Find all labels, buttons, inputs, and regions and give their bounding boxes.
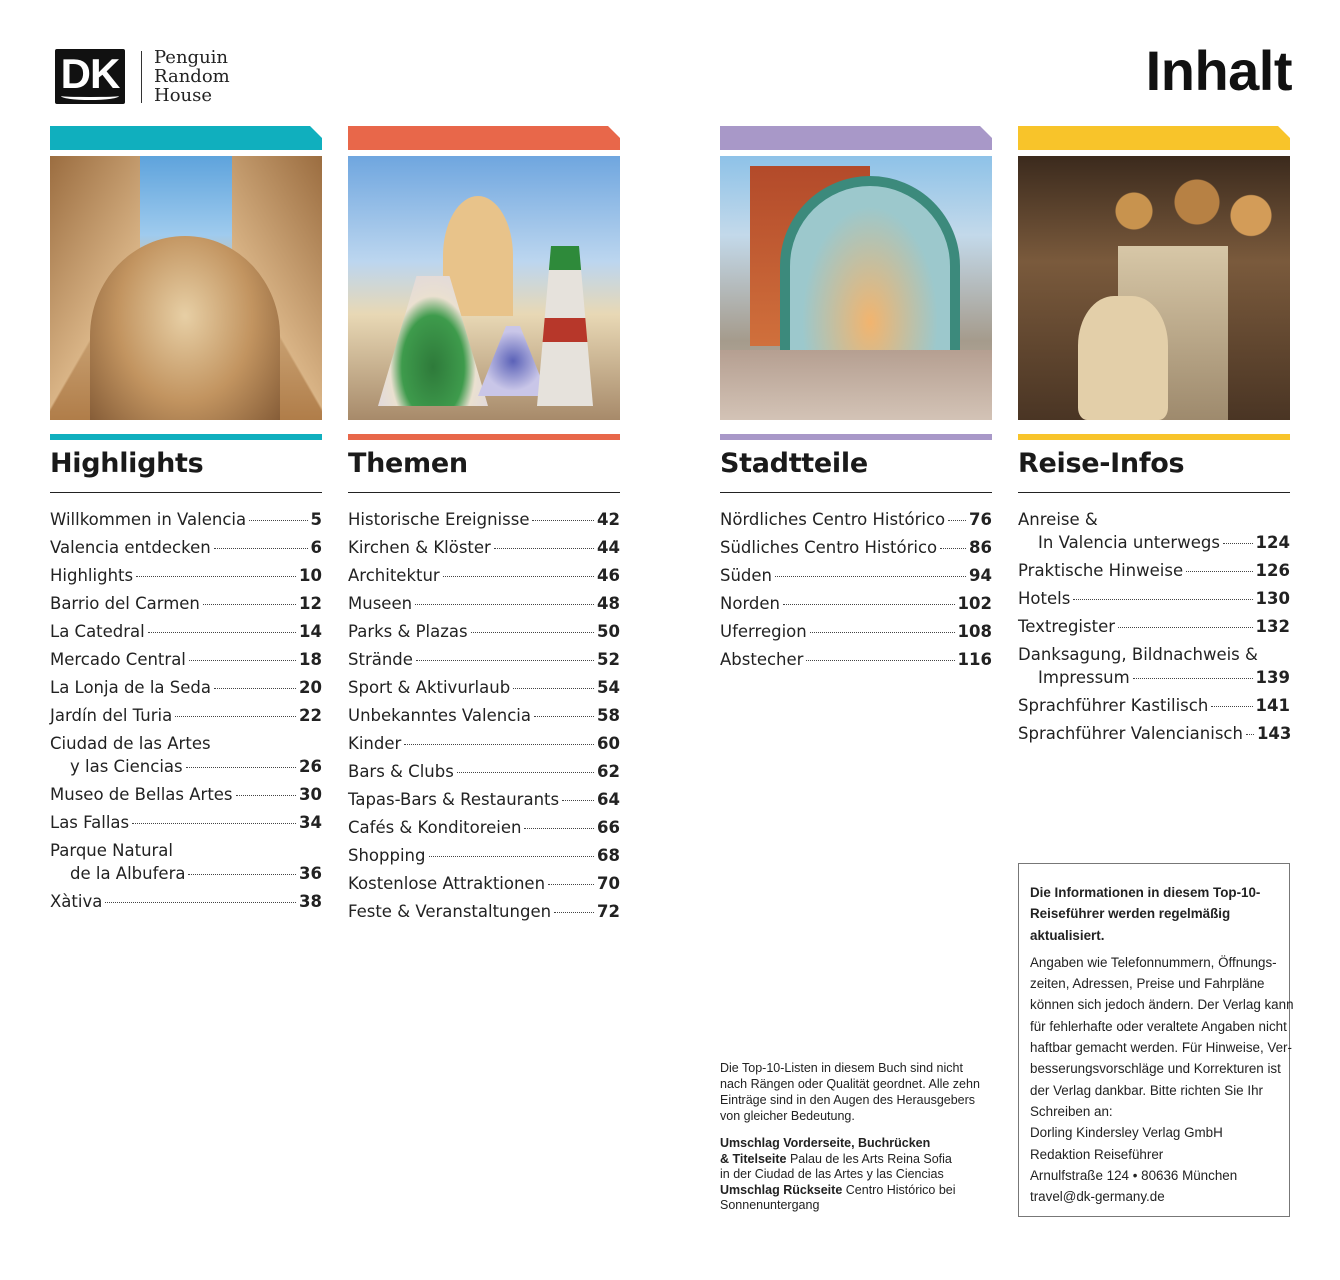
toc-entry[interactable] xyxy=(720,620,992,643)
leader-dots xyxy=(189,660,296,661)
toc-page-number: 116 xyxy=(957,650,992,669)
toc-entry[interactable] xyxy=(50,783,322,806)
toc-entry-label: Willkommen in Valencia xyxy=(50,510,247,529)
ranking-note xyxy=(720,1060,990,1214)
info-heading-line: Reiseführer werden regelmäßig xyxy=(1030,906,1231,922)
toc-entry[interactable] xyxy=(50,839,322,885)
toc-entry-label: Sprachführer Valencianisch xyxy=(1018,724,1243,743)
section-rule xyxy=(1018,492,1290,493)
toc-entry[interactable] xyxy=(348,788,620,811)
toc-list xyxy=(50,508,322,913)
toc-entry[interactable] xyxy=(50,811,322,834)
toc-page-number: 46 xyxy=(597,566,620,585)
section-title: Themen xyxy=(348,448,468,479)
info-line: Schreiben an: xyxy=(1030,1103,1113,1119)
toc-entry[interactable] xyxy=(348,760,620,783)
leader-dots xyxy=(471,632,594,633)
leader-dots xyxy=(562,800,594,801)
cover-front-label: Umschlag Vorderseite, Buchrücken xyxy=(720,1136,931,1150)
info-line: können sich jedoch ändern. Der Verlag kann xyxy=(1030,997,1294,1013)
toc-page-number: 54 xyxy=(597,678,620,697)
toc-entry[interactable] xyxy=(1018,559,1290,582)
toc-page-number: 108 xyxy=(957,622,992,641)
toc-entry[interactable] xyxy=(720,536,992,559)
note-line: von gleicher Bedeutung. xyxy=(720,1109,855,1123)
toc-page-number: 66 xyxy=(597,818,620,837)
cover-back-text-2: Sonnenuntergang xyxy=(720,1198,820,1212)
page-title: Inhalt xyxy=(1145,39,1292,102)
contact-email[interactable]: travel@dk-germany.de xyxy=(1030,1189,1165,1205)
leader-dots xyxy=(1186,571,1252,572)
toc-entry[interactable] xyxy=(50,648,322,671)
toc-entry[interactable] xyxy=(50,732,322,778)
leader-dots xyxy=(416,660,594,661)
info-heading-line: aktualisiert. xyxy=(1030,927,1105,943)
toc-entry[interactable] xyxy=(348,648,620,671)
penguin-random-house-wordmark xyxy=(154,48,230,105)
info-heading xyxy=(1030,882,1279,946)
toc-entry-label: Cafés & Konditoreien xyxy=(348,818,522,837)
toc-page-number: 141 xyxy=(1255,696,1290,715)
toc-entry-label: Süden xyxy=(720,566,773,585)
section-underbar xyxy=(1018,434,1290,440)
leader-dots xyxy=(810,632,955,633)
leader-dots xyxy=(513,688,594,689)
info-heading-line: Die Informationen in diesem Top-10- xyxy=(1030,885,1261,900)
section-rule xyxy=(50,492,322,493)
toc-entry-label: Parque Natural xyxy=(50,841,174,860)
toc-page-number: 48 xyxy=(597,594,620,613)
info-line: Redaktion Reiseführer xyxy=(1030,1146,1164,1162)
toc-entry[interactable] xyxy=(348,732,620,755)
section-rule xyxy=(348,492,620,493)
section-highlights xyxy=(50,126,322,918)
toc-entry-label: Mercado Central xyxy=(50,650,186,669)
toc-entry[interactable] xyxy=(348,704,620,727)
section-rule xyxy=(720,492,992,493)
toc-entry-label: Hotels xyxy=(1018,589,1071,608)
info-line: Arnulfstraße 124 • 80636 München xyxy=(1030,1167,1238,1183)
toc-entry[interactable] xyxy=(348,676,620,699)
info-line: besserungsvorschläge und Korrekturen ist xyxy=(1030,1061,1281,1077)
toc-entry[interactable] xyxy=(50,592,322,615)
prh-line-1: Penguin xyxy=(154,47,229,68)
toc-page-number: 36 xyxy=(299,864,322,883)
toc-page-number: 143 xyxy=(1256,724,1292,743)
toc-entry-label: Sprachführer Kastilisch xyxy=(1018,696,1209,715)
toc-entry[interactable] xyxy=(348,564,620,587)
toc-entry[interactable] xyxy=(720,592,992,615)
toc-page-number: 58 xyxy=(597,706,620,725)
toc-entry[interactable] xyxy=(50,704,322,727)
toc-page-number: 126 xyxy=(1255,561,1290,580)
cover-credits xyxy=(720,1136,990,1214)
toc-entry-label: Norden xyxy=(720,594,781,613)
toc-entry-label: Shopping xyxy=(348,846,426,865)
toc-page-number: 14 xyxy=(299,622,322,641)
cathedral-photo xyxy=(50,156,322,420)
leader-dots xyxy=(457,772,594,773)
leader-dots xyxy=(415,604,594,605)
leader-dots xyxy=(775,576,966,577)
leader-dots xyxy=(554,912,594,913)
toc-page-number: 38 xyxy=(299,892,322,911)
toc-entry-label: Danksagung, Bildnachweis & xyxy=(1018,645,1258,664)
toc-page-number: 50 xyxy=(597,622,620,641)
toc-entry-label: Las Fallas xyxy=(50,813,130,832)
leader-dots xyxy=(105,902,296,903)
section-tab xyxy=(720,126,992,150)
toc-entry-label: Parks & Plazas xyxy=(348,622,468,641)
info-line: Angaben wie Telefonnummern, Öffnungs- xyxy=(1030,954,1277,970)
toc-page-number: 44 xyxy=(597,538,620,557)
logo-divider xyxy=(141,51,142,103)
section-title: Stadtteile xyxy=(720,448,868,479)
leader-dots xyxy=(494,548,594,549)
toc-entry[interactable] xyxy=(1018,722,1290,745)
toc-entry-label: Kinder xyxy=(348,734,402,753)
toc-list xyxy=(1018,508,1290,745)
toc-entry[interactable] xyxy=(720,508,992,531)
toc-entry[interactable] xyxy=(348,536,620,559)
toc-entry-label: Uferregion xyxy=(720,622,807,641)
leader-dots xyxy=(136,576,296,577)
toc-entry-label: Tapas-Bars & Restaurants xyxy=(348,790,560,809)
leader-dots xyxy=(1073,599,1252,600)
leader-dots xyxy=(548,884,594,885)
toc-entry-label: Feste & Veranstaltungen xyxy=(348,902,552,921)
section-title: Reise-Infos xyxy=(1018,448,1185,479)
toc-entry-label: Barrio del Carmen xyxy=(50,594,200,613)
section-tab xyxy=(348,126,620,150)
toc-entry-label: Unbekanntes Valencia xyxy=(348,706,531,725)
toc-entry[interactable] xyxy=(348,872,620,895)
toc-page-number: 94 xyxy=(969,566,992,585)
toc-page-number: 6 xyxy=(310,538,322,557)
leader-dots xyxy=(1211,706,1252,707)
cover-back-label: Umschlag Rückseite xyxy=(720,1182,843,1197)
toc-entry[interactable] xyxy=(348,620,620,643)
toc-page-number: 132 xyxy=(1255,617,1290,636)
toc-entry-label: Sport & Aktivurlaub xyxy=(348,678,511,697)
toc-entry[interactable] xyxy=(1018,694,1290,717)
toc-entry[interactable] xyxy=(1018,643,1290,689)
toc-entry-label: Ciudad de las Artes xyxy=(50,734,211,753)
toc-page-number: 68 xyxy=(597,846,620,865)
toc-page-number: 34 xyxy=(299,813,322,832)
info-line: haftbar gemacht werden. Für Hinweise, Ver- xyxy=(1030,1040,1292,1056)
toc-entry[interactable] xyxy=(1018,615,1290,638)
toc-entry-label: Praktische Hinweise xyxy=(1018,561,1184,580)
update-info-box xyxy=(1018,863,1294,1217)
leader-dots xyxy=(188,874,296,875)
toc-entry-label: Architektur xyxy=(348,566,440,585)
leader-dots xyxy=(443,576,594,577)
toc-entry[interactable] xyxy=(1018,508,1290,554)
section-title: Highlights xyxy=(50,448,204,479)
toc-entry[interactable] xyxy=(50,620,322,643)
toc-page-number: 30 xyxy=(299,785,322,804)
toc-page-number: 76 xyxy=(969,510,992,529)
leader-dots xyxy=(1133,678,1253,679)
shop-photo xyxy=(1018,156,1290,420)
toc-entry[interactable] xyxy=(348,844,620,867)
leader-dots xyxy=(132,823,296,824)
note-line: Einträge sind in den Augen des Herausgebers xyxy=(720,1093,976,1107)
toc-page-number: 130 xyxy=(1255,589,1290,608)
toc-entry-label-2: y las Ciencias xyxy=(70,757,183,776)
toc-page-number: 26 xyxy=(299,757,322,776)
dancers-photo xyxy=(348,156,620,420)
toc-page-number: 10 xyxy=(299,566,322,585)
toc-entry[interactable] xyxy=(50,536,322,559)
leader-dots xyxy=(236,795,297,796)
toc-entry[interactable] xyxy=(50,564,322,587)
toc-page-number: 62 xyxy=(597,762,620,781)
section-stadtteile xyxy=(720,126,992,676)
leader-dots xyxy=(148,632,296,633)
toc-page-number: 70 xyxy=(597,874,620,893)
toc-entry-label: Kirchen & Klöster xyxy=(348,538,491,557)
section-tab xyxy=(50,126,322,150)
prh-line-3: House xyxy=(154,85,213,106)
toc-entry-label: Xàtiva xyxy=(50,892,103,911)
leader-dots xyxy=(806,660,954,661)
toc-list xyxy=(348,508,620,923)
toc-page-number: 22 xyxy=(299,706,322,725)
toc-entry-label-2: Impressum xyxy=(1038,668,1130,687)
section-underbar xyxy=(348,434,620,440)
toc-entry-label: Bars & Clubs xyxy=(348,762,454,781)
section-reise-infos xyxy=(1018,126,1290,750)
toc-entry-label: Südliches Centro Histórico xyxy=(720,538,938,557)
toc-page-number: 72 xyxy=(597,902,620,921)
toc-page-number: 86 xyxy=(969,538,992,557)
toc-page-number: 60 xyxy=(597,734,620,753)
toc-entry[interactable] xyxy=(50,508,322,531)
leader-dots xyxy=(203,604,296,605)
toc-entry[interactable] xyxy=(1018,587,1290,610)
leader-dots xyxy=(940,548,966,549)
toc-entry[interactable] xyxy=(50,890,322,913)
leader-dots xyxy=(1246,734,1254,735)
info-line: zeiten, Adressen, Preise und Fahrpläne xyxy=(1030,976,1265,992)
toc-entry-label: Museo de Bellas Artes xyxy=(50,785,233,804)
leader-dots xyxy=(948,520,966,521)
toc-entry[interactable] xyxy=(348,816,620,839)
leader-dots xyxy=(429,856,595,857)
toc-entry-label: Textregister xyxy=(1018,617,1116,636)
leader-dots xyxy=(249,520,307,521)
section-underbar xyxy=(720,434,992,440)
leader-dots xyxy=(214,688,296,689)
leader-dots xyxy=(1118,627,1253,628)
leader-dots xyxy=(214,548,308,549)
leader-dots xyxy=(404,744,594,745)
note-line: Die Top-10-Listen in diesem Buch sind nicht xyxy=(720,1061,963,1075)
market-photo xyxy=(720,156,992,420)
info-line: für fehlerhafte oder veraltete Angaben nicht xyxy=(1030,1018,1287,1034)
toc-entry-label: Kostenlose Attraktionen xyxy=(348,874,546,893)
leader-dots xyxy=(175,716,296,717)
cover-front-text-2: in der Ciudad de las Artes y las Ciencias xyxy=(720,1167,944,1181)
info-line: Dorling Kindersley Verlag GmbH xyxy=(1030,1125,1223,1141)
cover-front-text: Palau de les Arts Reina Sofia xyxy=(789,1151,952,1166)
publisher-logo xyxy=(55,48,230,105)
note-line: nach Rängen oder Qualität geordnet. Alle zehn xyxy=(720,1077,980,1091)
dk-logo-mark xyxy=(55,49,125,104)
toc-page-number: 64 xyxy=(597,790,620,809)
ranking-note-text xyxy=(720,1060,990,1124)
toc-entry[interactable] xyxy=(348,592,620,615)
toc-entry[interactable] xyxy=(348,508,620,531)
info-body xyxy=(1030,952,1294,1208)
toc-entry[interactable] xyxy=(348,900,620,923)
toc-page-number: 52 xyxy=(597,650,620,669)
toc-entry-label: Strände xyxy=(348,650,413,669)
toc-entry-label: Abstecher xyxy=(720,650,804,669)
toc-entry-label: Jardín del Turia xyxy=(50,706,173,725)
toc-list xyxy=(720,508,992,671)
info-line: der Verlag dankbar. Bitte richten Sie Ihr xyxy=(1030,1082,1263,1098)
toc-page-number: 18 xyxy=(299,650,322,669)
leader-dots xyxy=(524,828,594,829)
leader-dots xyxy=(532,520,594,521)
toc-entry[interactable] xyxy=(720,564,992,587)
toc-page-number: 124 xyxy=(1255,533,1290,552)
toc-entry-label: La Lonja de la Seda xyxy=(50,678,211,697)
toc-page-number: 42 xyxy=(597,510,620,529)
toc-entry-label: Valencia entdecken xyxy=(50,538,211,557)
leader-dots xyxy=(1223,543,1253,544)
section-underbar xyxy=(50,434,322,440)
prh-line-2: Random xyxy=(154,66,230,87)
leader-dots xyxy=(783,604,955,605)
toc-entry-label-2: de la Albufera xyxy=(70,864,186,883)
toc-entry-label: Nördliches Centro Histórico xyxy=(720,510,946,529)
toc-entry-label: La Catedral xyxy=(50,622,145,641)
toc-page-number: 102 xyxy=(957,594,992,613)
toc-entry-label: Anreise & xyxy=(1018,510,1098,529)
dk-logo-text: DK xyxy=(60,50,120,97)
toc-page-number: 12 xyxy=(299,594,322,613)
toc-page-number: 20 xyxy=(299,678,322,697)
toc-entry-label: Highlights xyxy=(50,566,134,585)
toc-entry[interactable] xyxy=(50,676,322,699)
toc-page-number: 5 xyxy=(310,510,322,529)
toc-entry-label: Historische Ereignisse xyxy=(348,510,530,529)
leader-dots xyxy=(186,767,296,768)
toc-entry-label: Museen xyxy=(348,594,413,613)
cover-back-text: Centro Histórico bei xyxy=(845,1182,956,1197)
toc-page-number: 139 xyxy=(1255,668,1290,687)
toc-entry[interactable] xyxy=(720,648,992,671)
toc-entry-label-2: In Valencia unterwegs xyxy=(1038,533,1220,552)
section-themen xyxy=(348,126,620,928)
cover-front-label-2: & Titelseite xyxy=(720,1151,787,1166)
leader-dots xyxy=(534,716,594,717)
section-tab xyxy=(1018,126,1290,150)
